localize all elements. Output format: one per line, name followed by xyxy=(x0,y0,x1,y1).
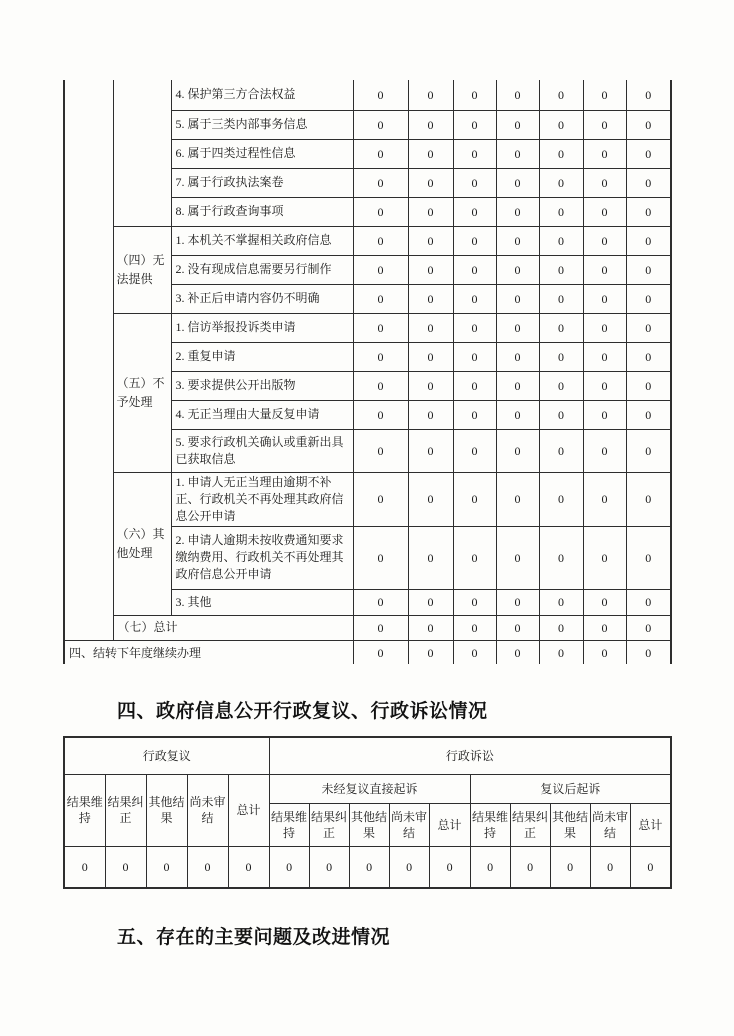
value-cell: 0 xyxy=(353,284,408,313)
value-cell: 0 xyxy=(496,139,539,168)
value-cell: 0 xyxy=(453,429,496,472)
value-cell: 0 xyxy=(453,255,496,284)
value-cell: 0 xyxy=(626,615,671,640)
value-cell: 0 xyxy=(539,110,583,139)
value-cell: 0 xyxy=(353,472,408,526)
value-cell: 0 xyxy=(583,168,626,197)
total-row-label: （七）总计 xyxy=(113,615,353,640)
value-cell: 0 xyxy=(353,80,408,110)
value-cell: 0 xyxy=(583,640,626,664)
value-cell: 0 xyxy=(539,589,583,615)
value-cell: 0 xyxy=(353,615,408,640)
value-cell: 0 xyxy=(353,342,408,371)
value-cell: 0 xyxy=(146,846,187,888)
value-cell: 0 xyxy=(429,846,470,888)
request-results-table xyxy=(63,80,672,664)
value-cell: 0 xyxy=(583,313,626,342)
value-cell: 0 xyxy=(408,615,453,640)
value-cell: 0 xyxy=(539,197,583,226)
value-cell: 0 xyxy=(453,80,496,110)
column-header: 其他结果 xyxy=(349,803,389,846)
value-cell: 0 xyxy=(496,197,539,226)
value-cell: 0 xyxy=(496,226,539,255)
row-label: 3. 要求提供公开出版物 xyxy=(171,371,353,400)
value-cell: 0 xyxy=(496,589,539,615)
category-cell-other-handling: （六）其他处理 xyxy=(113,472,171,615)
category-cell-unable-to-provide: （四）无法提供 xyxy=(113,226,171,313)
value-cell: 0 xyxy=(408,429,453,472)
value-cell: 0 xyxy=(496,255,539,284)
value-cell: 0 xyxy=(453,400,496,429)
value-cell: 0 xyxy=(630,846,671,888)
value-cell: 0 xyxy=(510,846,550,888)
direct-suit-header-cell: 未经复议直接起诉 xyxy=(269,774,470,803)
value-cell: 0 xyxy=(453,371,496,400)
value-cell: 0 xyxy=(626,313,671,342)
review-litigation-table-container xyxy=(63,736,672,889)
value-cell: 0 xyxy=(353,197,408,226)
column-header: 结果纠正 xyxy=(510,803,550,846)
value-cell: 0 xyxy=(550,846,590,888)
request-results-table-container xyxy=(63,80,672,664)
value-cell: 0 xyxy=(408,472,453,526)
value-cell: 0 xyxy=(626,342,671,371)
after-review-suit-header-cell: 复议后起诉 xyxy=(470,774,671,803)
value-cell: 0 xyxy=(583,429,626,472)
column-header: 总计 xyxy=(630,803,671,846)
value-cell: 0 xyxy=(583,589,626,615)
column-header: 总计 xyxy=(228,774,269,846)
value-cell: 0 xyxy=(496,342,539,371)
data-row xyxy=(64,846,671,888)
value-cell: 0 xyxy=(349,846,389,888)
value-cell: 0 xyxy=(408,226,453,255)
carryover-row xyxy=(64,640,671,664)
value-cell: 0 xyxy=(309,846,349,888)
table-row xyxy=(64,226,671,255)
value-cell: 0 xyxy=(539,371,583,400)
value-cell: 0 xyxy=(626,589,671,615)
value-cell: 0 xyxy=(583,284,626,313)
category-cell-not-processed: （五）不予处理 xyxy=(113,313,171,472)
row-label: 3. 其他 xyxy=(171,589,353,615)
value-cell: 0 xyxy=(539,472,583,526)
value-cell: 0 xyxy=(453,526,496,589)
value-cell: 0 xyxy=(539,226,583,255)
value-cell: 0 xyxy=(353,400,408,429)
value-cell: 0 xyxy=(228,846,269,888)
value-cell: 0 xyxy=(626,526,671,589)
value-cell: 0 xyxy=(453,139,496,168)
value-cell: 0 xyxy=(583,110,626,139)
value-cell: 0 xyxy=(496,80,539,110)
review-header-cell: 行政复议 xyxy=(64,737,269,774)
row-label: 1. 信访举报投诉类申请 xyxy=(171,313,353,342)
column-header: 尚未审结 xyxy=(590,803,630,846)
row-label: 1. 本机关不掌握相关政府信息 xyxy=(171,226,353,255)
value-cell: 0 xyxy=(626,640,671,664)
value-cell: 0 xyxy=(583,526,626,589)
value-cell: 0 xyxy=(496,110,539,139)
row-label: 6. 属于四类过程性信息 xyxy=(171,139,353,168)
value-cell: 0 xyxy=(353,640,408,664)
value-cell: 0 xyxy=(408,284,453,313)
value-cell: 0 xyxy=(408,371,453,400)
value-cell: 0 xyxy=(539,400,583,429)
value-cell: 0 xyxy=(626,255,671,284)
value-cell: 0 xyxy=(353,429,408,472)
value-cell: 0 xyxy=(353,255,408,284)
value-cell: 0 xyxy=(539,139,583,168)
value-cell: 0 xyxy=(408,526,453,589)
value-cell: 0 xyxy=(353,139,408,168)
value-cell: 0 xyxy=(626,226,671,255)
carryover-row-label: 四、结转下年度继续办理 xyxy=(64,640,353,664)
value-cell: 0 xyxy=(353,168,408,197)
value-cell: 0 xyxy=(496,284,539,313)
value-cell: 0 xyxy=(583,615,626,640)
value-cell: 0 xyxy=(408,313,453,342)
row-label: 8. 属于行政查询事项 xyxy=(171,197,353,226)
value-cell: 0 xyxy=(408,640,453,664)
table-row xyxy=(64,472,671,526)
row-label: 5. 属于三类内部事务信息 xyxy=(171,110,353,139)
value-cell: 0 xyxy=(583,226,626,255)
column-header: 总计 xyxy=(429,803,470,846)
column-header: 结果维持 xyxy=(470,803,510,846)
value-cell: 0 xyxy=(408,80,453,110)
column-header: 尚未审结 xyxy=(389,803,429,846)
value-cell: 0 xyxy=(453,197,496,226)
value-cell: 0 xyxy=(583,400,626,429)
value-cell: 0 xyxy=(353,313,408,342)
value-cell: 0 xyxy=(408,197,453,226)
value-cell: 0 xyxy=(496,526,539,589)
value-cell: 0 xyxy=(496,371,539,400)
value-cell: 0 xyxy=(453,168,496,197)
value-cell: 0 xyxy=(626,168,671,197)
value-cell: 0 xyxy=(539,429,583,472)
row-label: 7. 属于行政执法案卷 xyxy=(171,168,353,197)
review-litigation-table xyxy=(63,736,672,889)
value-cell: 0 xyxy=(496,429,539,472)
value-cell: 0 xyxy=(539,342,583,371)
value-cell: 0 xyxy=(453,589,496,615)
value-cell: 0 xyxy=(539,615,583,640)
value-cell: 0 xyxy=(496,640,539,664)
value-cell: 0 xyxy=(408,139,453,168)
value-cell: 0 xyxy=(408,168,453,197)
value-cell: 0 xyxy=(539,168,583,197)
value-cell: 0 xyxy=(583,371,626,400)
table-row xyxy=(64,313,671,342)
value-cell: 0 xyxy=(453,472,496,526)
section-4-heading: 四、政府信息公开行政复议、行政诉讼情况 xyxy=(117,701,488,722)
litigation-header-cell: 行政诉讼 xyxy=(269,737,671,774)
value-cell: 0 xyxy=(539,80,583,110)
value-cell: 0 xyxy=(453,110,496,139)
value-cell: 0 xyxy=(626,429,671,472)
row-label: 2. 申请人逾期未按收费通知要求缴纳费用、行政机关不再处理其政府信息公开申请 xyxy=(171,526,353,589)
column-header: 其他结果 xyxy=(550,803,590,846)
row-label: 1. 申请人无正当理由逾期不补正、行政机关不再处理其政府信息公开申请 xyxy=(171,472,353,526)
value-cell: 0 xyxy=(496,400,539,429)
value-cell: 0 xyxy=(408,400,453,429)
value-cell: 0 xyxy=(353,526,408,589)
value-cell: 0 xyxy=(496,615,539,640)
value-cell: 0 xyxy=(626,80,671,110)
value-cell: 0 xyxy=(389,846,429,888)
row-label: 4. 保护第三方合法权益 xyxy=(171,80,353,110)
value-cell: 0 xyxy=(408,255,453,284)
table-row xyxy=(64,737,671,774)
value-cell: 0 xyxy=(470,846,510,888)
row-label: 2. 重复申请 xyxy=(171,342,353,371)
empty-category-cell xyxy=(113,80,171,226)
value-cell: 0 xyxy=(408,342,453,371)
value-cell: 0 xyxy=(496,168,539,197)
value-cell: 0 xyxy=(453,640,496,664)
value-cell: 0 xyxy=(353,110,408,139)
value-cell: 0 xyxy=(583,342,626,371)
table-row xyxy=(64,774,671,803)
value-cell: 0 xyxy=(583,255,626,284)
empty-continuation-cell xyxy=(64,80,113,640)
row-label: 5. 要求行政机关确认或重新出具已获取信息 xyxy=(171,429,353,472)
value-cell: 0 xyxy=(353,226,408,255)
value-cell: 0 xyxy=(626,472,671,526)
total-row xyxy=(64,615,671,640)
value-cell: 0 xyxy=(453,342,496,371)
value-cell: 0 xyxy=(626,110,671,139)
column-header: 结果纠正 xyxy=(309,803,349,846)
value-cell: 0 xyxy=(539,313,583,342)
column-header: 结果维持 xyxy=(269,803,309,846)
column-header: 结果维持 xyxy=(64,774,105,846)
value-cell: 0 xyxy=(539,284,583,313)
value-cell: 0 xyxy=(408,589,453,615)
value-cell: 0 xyxy=(626,284,671,313)
value-cell: 0 xyxy=(105,846,146,888)
value-cell: 0 xyxy=(583,80,626,110)
value-cell: 0 xyxy=(583,472,626,526)
value-cell: 0 xyxy=(539,255,583,284)
value-cell: 0 xyxy=(583,197,626,226)
value-cell: 0 xyxy=(539,640,583,664)
value-cell: 0 xyxy=(353,371,408,400)
value-cell: 0 xyxy=(626,371,671,400)
value-cell: 0 xyxy=(64,846,105,888)
value-cell: 0 xyxy=(626,400,671,429)
value-cell: 0 xyxy=(496,313,539,342)
table-row xyxy=(64,80,671,110)
row-label: 4. 无正当理由大量反复申请 xyxy=(171,400,353,429)
value-cell: 0 xyxy=(496,472,539,526)
value-cell: 0 xyxy=(187,846,228,888)
column-header: 其他结果 xyxy=(146,774,187,846)
value-cell: 0 xyxy=(453,226,496,255)
value-cell: 0 xyxy=(539,526,583,589)
value-cell: 0 xyxy=(583,139,626,168)
column-header: 尚未审结 xyxy=(187,774,228,846)
row-label: 3. 补正后申请内容仍不明确 xyxy=(171,284,353,313)
value-cell: 0 xyxy=(590,846,630,888)
value-cell: 0 xyxy=(626,139,671,168)
value-cell: 0 xyxy=(453,313,496,342)
value-cell: 0 xyxy=(269,846,309,888)
value-cell: 0 xyxy=(453,615,496,640)
value-cell: 0 xyxy=(453,284,496,313)
row-label: 2. 没有现成信息需要另行制作 xyxy=(171,255,353,284)
value-cell: 0 xyxy=(626,197,671,226)
column-header: 结果纠正 xyxy=(105,774,146,846)
section-5-heading: 五、存在的主要问题及改进情况 xyxy=(117,927,391,948)
value-cell: 0 xyxy=(353,589,408,615)
value-cell: 0 xyxy=(408,110,453,139)
